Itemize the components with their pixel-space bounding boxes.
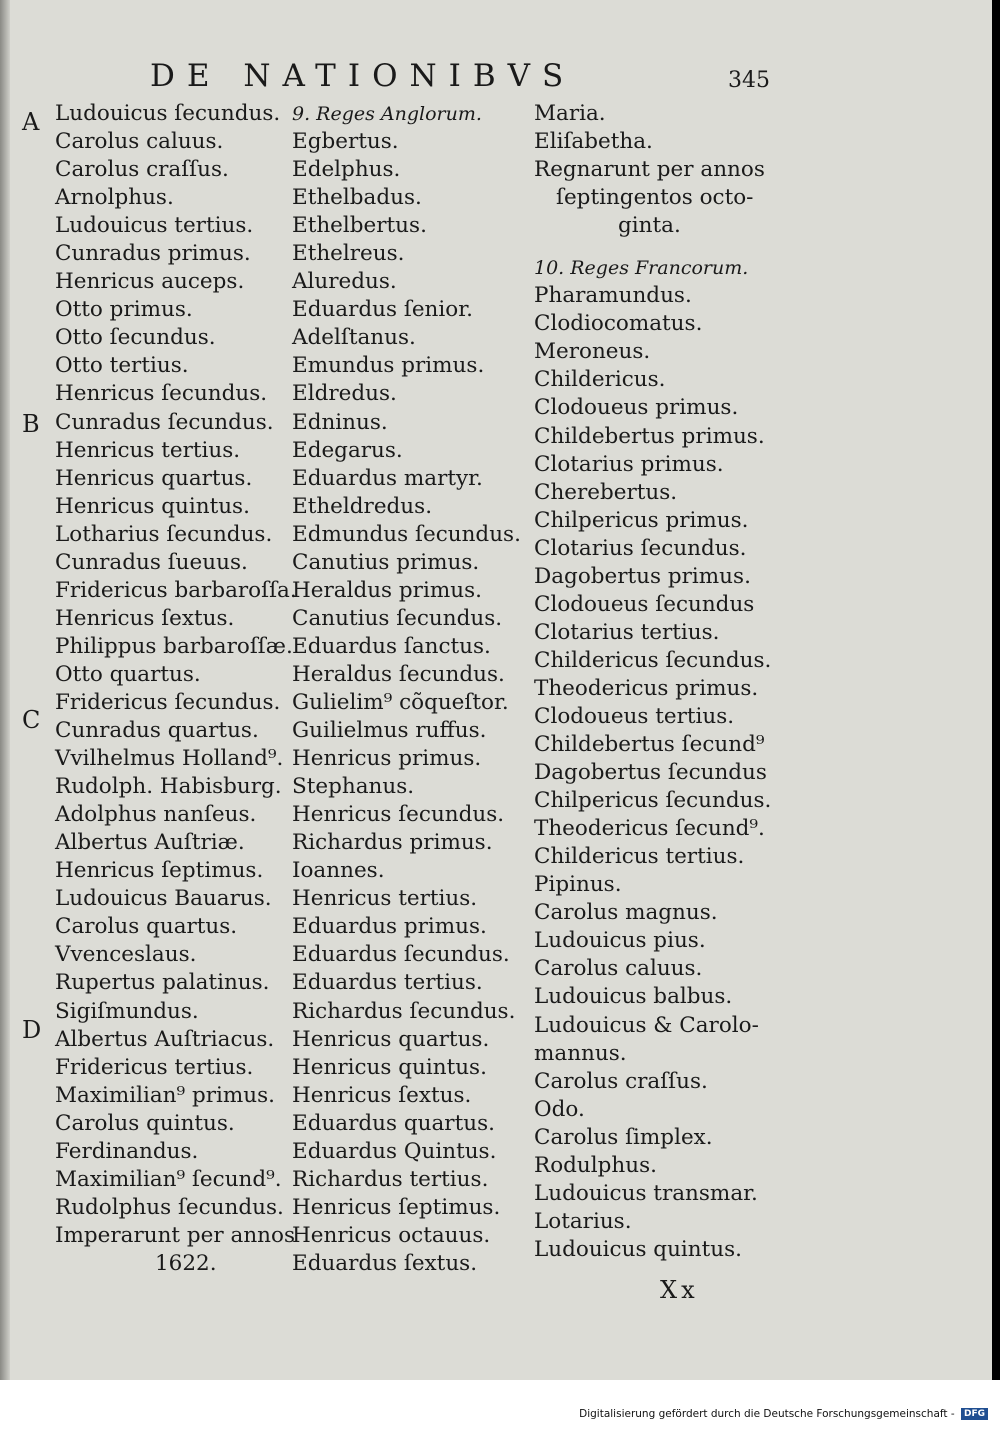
list-item: Henricus quintus. xyxy=(55,493,250,519)
list-item: Edelphus. xyxy=(292,157,401,183)
list-item: Ludouicus quintus. xyxy=(534,1236,742,1262)
list-item: Cunradus quartus. xyxy=(55,718,259,744)
list-item: Ioannes. xyxy=(292,858,385,884)
list-item: Henricus ſecundus. xyxy=(55,381,268,407)
list-item: Ethelbertus. xyxy=(292,213,427,239)
list-item: Clotarius ſecundus. xyxy=(534,535,747,561)
list-item: Albertus Auſtriæ. xyxy=(55,830,245,856)
section-heading: 9. Reges Anglorum. xyxy=(292,103,482,125)
list-item: Eduardus martyr. xyxy=(292,465,483,491)
list-item: Canutius primus. xyxy=(292,549,480,575)
list-item: Guilielmus ruffus. xyxy=(292,718,487,744)
list-item: Ludouicus balbus. xyxy=(534,984,733,1010)
list-item: Odo. xyxy=(534,1096,585,1122)
list-item: Cherebertus. xyxy=(534,479,678,505)
list-item: Eduardus Quintus. xyxy=(292,1138,497,1164)
list-item: Adolphus nanſeus. xyxy=(55,802,257,828)
list-item: Lotharius ſecundus. xyxy=(55,521,273,547)
list-item: Ethelreus. xyxy=(292,241,405,267)
list-item: Clodiocomatus. xyxy=(534,311,703,337)
list-item: Eldredus. xyxy=(292,381,397,407)
list-item: Henricus ſextus. xyxy=(55,605,235,631)
list-item: Edegarus. xyxy=(292,437,403,463)
list-item: Eliſabetha. xyxy=(534,129,653,155)
list-item: Heraldus primus. xyxy=(292,577,482,603)
list-item: Maximilian⁹ primus. xyxy=(55,1082,275,1108)
list-item: Carolus quintus. xyxy=(55,1110,235,1136)
running-title: DE NATIONIBVS xyxy=(150,58,576,94)
list-item: Otto quartus. xyxy=(55,661,201,687)
list-item: Heraldus ſecundus. xyxy=(292,661,505,687)
list-item: ginta. xyxy=(618,213,681,239)
list-item: Eduardus ſextus. xyxy=(292,1250,478,1276)
list-item: Eduardus ſenior. xyxy=(292,297,473,323)
list-item: Meroneus. xyxy=(534,339,651,365)
list-item: Pharamundus. xyxy=(534,283,692,309)
list-item: Henricus ſecundus. xyxy=(292,802,505,828)
list-item: Etheldredus. xyxy=(292,493,433,519)
spacer xyxy=(534,240,771,254)
list-item: Maria. xyxy=(534,101,606,126)
list-item: Lotarius. xyxy=(534,1208,632,1234)
list-item: Eduardus tertius. xyxy=(292,970,483,996)
list-item: Childericus tertius. xyxy=(534,844,745,870)
list-item: Henricus octauus. xyxy=(292,1222,491,1248)
list-item: Henricus auceps. xyxy=(55,269,245,295)
list-item: Regnarunt per annos xyxy=(534,157,765,183)
list-item: ſeptingentos octo- xyxy=(556,185,754,211)
list-item: Rudolph. Habisburg. xyxy=(55,774,282,800)
list-item: Eduardus quartus. xyxy=(292,1110,495,1136)
list-item: Carolus craſſus. xyxy=(534,1068,708,1094)
list-item: Henricus quartus. xyxy=(55,465,253,491)
list-item: Ludouicus tertius. xyxy=(55,213,254,239)
column-reges-francorum xyxy=(534,100,771,1264)
list-item: Clodoueus tertius. xyxy=(534,703,735,729)
list-item: Childericus. xyxy=(534,367,666,393)
list-item: Otto primus. xyxy=(55,297,193,323)
list-item: Otto tertius. xyxy=(55,353,189,379)
year-total: 1622. xyxy=(155,1250,217,1276)
list-item: Gulielim⁹ cõqueſtor. xyxy=(292,689,509,715)
list-item: Edninus. xyxy=(292,409,388,435)
list-item: Ludouicus Bauarus. xyxy=(55,886,272,912)
list-item: Henricus tertius. xyxy=(292,886,478,912)
list-item: Carolus caluus. xyxy=(534,956,703,982)
list-item: Henricus quintus. xyxy=(292,1054,487,1080)
list-item: Dagobertus ſecundus xyxy=(534,760,767,786)
list-item: Cunradus ſecundus. xyxy=(55,409,274,435)
credit-text: Digitalisierung gefördert durch die Deutsche Forschungsgemeinschaft - xyxy=(579,1408,955,1420)
list-item: Carolus quartus. xyxy=(55,914,238,940)
list-item: Henricus ſeptimus. xyxy=(55,858,264,884)
list-item: Clotarius tertius. xyxy=(534,619,720,645)
list-item: Adelſtanus. xyxy=(292,325,416,351)
list-item: Imperarunt per annos xyxy=(55,1222,295,1248)
list-item: Arnolphus. xyxy=(55,185,174,211)
list-item: Dagobertus primus. xyxy=(534,563,751,589)
list-item: Vvilhelmus Holland⁹. xyxy=(55,746,284,772)
page-number: 345 xyxy=(728,68,770,93)
list-item: Theodericus primus. xyxy=(534,675,759,701)
list-item: Albertus Auſtriacus. xyxy=(55,1026,275,1052)
list-item: Henricus tertius. xyxy=(55,437,241,463)
list-item: Philippus barbaroſſæ. xyxy=(55,633,293,659)
list-item: Carolus caluus. xyxy=(55,129,224,155)
list-item: Childebertus primus. xyxy=(534,423,765,449)
list-item: Childebertus ſecund⁹ xyxy=(534,732,765,758)
list-item: Clodoueus primus. xyxy=(534,395,739,421)
list-item: Ferdinandus. xyxy=(55,1138,199,1164)
digitization-credit xyxy=(579,1408,988,1420)
page-header xyxy=(0,58,992,98)
list-item: Cunradus primus. xyxy=(55,241,251,267)
list-item: Vvenceslaus. xyxy=(55,942,197,968)
list-item: Ethelbadus. xyxy=(292,185,422,211)
list-item: Carolus magnus. xyxy=(534,900,718,926)
margin-letter-c: C xyxy=(22,706,41,734)
list-item: Chilpericus ſecundus. xyxy=(534,788,772,814)
list-item: Rupertus palatinus. xyxy=(55,970,270,996)
dfg-logo: DFG xyxy=(961,1408,988,1420)
list-item: Carolus ſimplex. xyxy=(534,1124,713,1150)
list-item: Cunradus ſueuus. xyxy=(55,549,248,575)
section-heading: 10. Reges Francorum. xyxy=(534,257,749,280)
list-item: Carolus craſſus. xyxy=(55,157,229,183)
list-item: Rudolphus ſecundus. xyxy=(55,1194,284,1220)
list-item: Canutius ſecundus. xyxy=(292,605,503,631)
list-item: Maximilian⁹ ſecund⁹. xyxy=(55,1166,282,1192)
footer-bar xyxy=(0,1380,1000,1429)
list-item: Clotarius primus. xyxy=(534,451,724,477)
list-item: Chilpericus primus. xyxy=(534,507,749,533)
list-item: Eduardus ſanctus. xyxy=(292,633,491,659)
list-item: Richardus primus. xyxy=(292,830,493,856)
list-item: Egbertus. xyxy=(292,129,399,155)
list-item: Henricus ſeptimus. xyxy=(292,1194,501,1220)
list-item: Fridericus barbaroſſa. xyxy=(55,577,297,603)
list-item: Rodulphus. xyxy=(534,1152,657,1178)
list-item: Ludouicus & Carolo- xyxy=(534,1012,759,1038)
list-item: Stephanus. xyxy=(292,774,415,800)
signature-mark: Xx xyxy=(660,1276,699,1304)
list-item: Richardus tertius. xyxy=(292,1166,489,1192)
list-item: Henricus primus. xyxy=(292,746,482,772)
list-item: Henricus ſextus. xyxy=(292,1082,472,1108)
list-item: Emundus primus. xyxy=(292,353,485,379)
list-item: Henricus quartus. xyxy=(292,1026,490,1052)
list-item: Ludouicus ſecundus. xyxy=(55,101,281,126)
list-item: mannus. xyxy=(534,1040,627,1066)
list-item: Pipinus. xyxy=(534,872,622,898)
list-item: Childericus ſecundus. xyxy=(534,647,772,673)
list-item: Otto ſecundus. xyxy=(55,325,216,351)
list-item: Sigiſmundus. xyxy=(55,998,199,1024)
list-item: Richardus ſecundus. xyxy=(292,998,516,1024)
list-item: Fridericus ſecundus. xyxy=(55,689,281,715)
book-spine-shadow xyxy=(0,0,10,1380)
list-item: Ludouicus pius. xyxy=(534,928,706,954)
list-item: Edmundus ſecundus. xyxy=(292,521,521,547)
list-item: Theodericus ſecund⁹. xyxy=(534,816,765,842)
list-item: Clodoueus ſecundus xyxy=(534,591,755,617)
margin-letter-b: B xyxy=(22,410,40,438)
list-item: Eduardus primus. xyxy=(292,914,487,940)
list-item: Ludouicus transmar. xyxy=(534,1180,758,1206)
list-item: Eduardus ſecundus. xyxy=(292,942,510,968)
list-item: Fridericus tertius. xyxy=(55,1054,254,1080)
column-emperors xyxy=(55,100,297,1278)
margin-letter-d: D xyxy=(22,1016,42,1044)
column-reges-anglorum xyxy=(292,100,521,1278)
margin-letter-a: A xyxy=(22,108,40,136)
list-item: Aluredus. xyxy=(292,269,397,295)
